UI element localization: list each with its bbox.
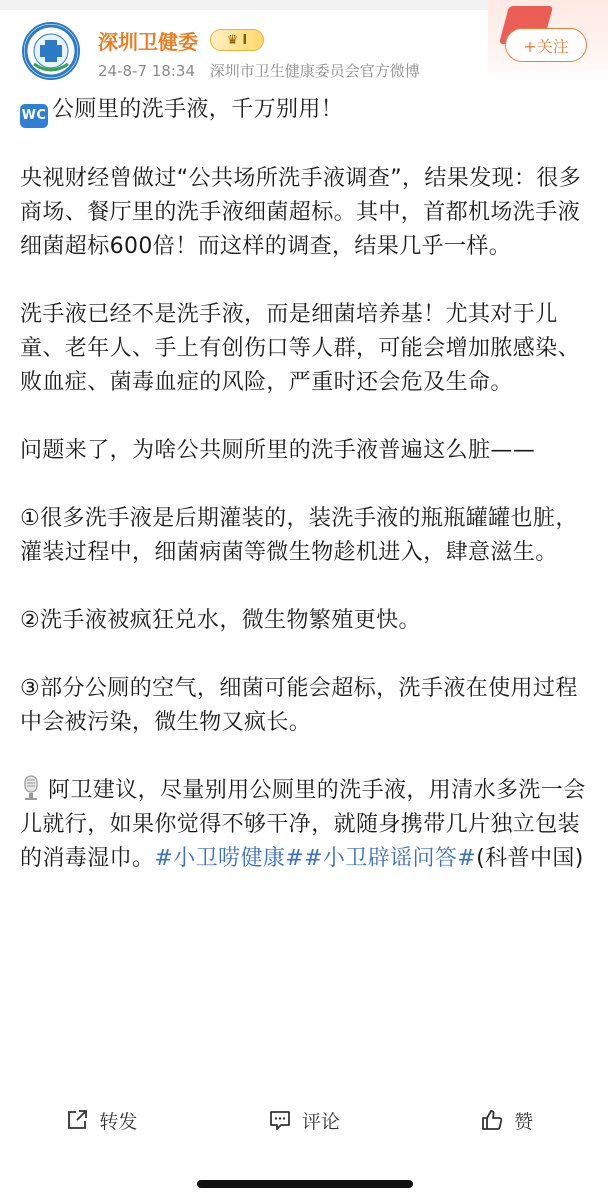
microphone-icon [20, 775, 42, 801]
post-content [20, 93, 594, 876]
vip-level: I [242, 32, 248, 48]
hashtag-link[interactable]: #小卫辟谣问答# [304, 846, 477, 871]
paragraph: 央视财经曾做过“公共场所洗手液调查”，结果发现：很多商场、餐厅里的洗手液细菌超标。其中，首都机场洗手液细菌超标600倍！而这样的调查，结果几乎一样。 [20, 166, 582, 259]
hashtag-link[interactable]: #小卫唠健康# [154, 846, 305, 871]
post-meta [98, 60, 420, 81]
wc-icon: WC [20, 104, 48, 128]
szphc-logo-icon [24, 24, 78, 78]
vip-badge [210, 29, 264, 51]
like-label: 赞 [514, 1110, 534, 1133]
crown-icon: ♛ [226, 32, 239, 48]
action-bar [0, 1095, 608, 1145]
advice-text: 阿卫建议，尽量别用公厕里的洗手液，用清水多洗一会儿就行，如果你觉得不够干净，就随身携带几片独立包装的消毒湿巾。 [20, 778, 586, 871]
home-indicator[interactable] [197, 1180, 413, 1188]
paragraph: 洗手液已经不是洗手液，而是细菌培养基！尤其对于儿童、老年人、手上有创伤口等人群，可能会增加脓感染、败血症、菌毒血症的风险，严重时还会危及生命。 [20, 302, 581, 395]
source-note: (科普中国) [476, 846, 584, 871]
comment-button[interactable] [203, 1107, 406, 1134]
post-timestamp: 24-8-7 18:34 [98, 62, 195, 80]
follow-button[interactable] [505, 28, 587, 62]
paragraph: ③部分公厕的空气，细菌可能会超标，洗手液在使用过程中会被污染，微生物又疯长。 [20, 676, 578, 735]
comment-label: 评论 [302, 1110, 341, 1133]
post-title-line [20, 93, 594, 128]
advice-paragraph [20, 774, 594, 876]
repost-label: 转发 [99, 1110, 138, 1133]
thumbs-up-icon [480, 1108, 504, 1132]
paragraph: ①很多洗手液是后期灌装的，装洗手液的瓶瓶罐罐也脏，灌装过程中，细菌病菌等微生物趁机进入，肆意滋生。 [20, 506, 578, 565]
repost-icon [65, 1108, 89, 1132]
avatar[interactable] [22, 22, 80, 80]
paragraph: ②洗手液被疯狂兑水，微生物繁殖更快。 [20, 608, 421, 633]
post-title: 公厕里的洗手液，千万别用！ [52, 97, 344, 122]
like-button[interactable] [405, 1107, 608, 1134]
repost-button[interactable] [0, 1107, 203, 1134]
comment-icon [268, 1108, 292, 1132]
paragraph: 问题来了，为啥公共厕所里的洗手液普遍这么脏—— [20, 438, 536, 463]
author-name[interactable]: 深圳卫健委 [98, 30, 198, 54]
post-source: 深圳市卫生健康委员会官方微博 [209, 62, 420, 80]
follow-label: +关注 [523, 36, 569, 56]
